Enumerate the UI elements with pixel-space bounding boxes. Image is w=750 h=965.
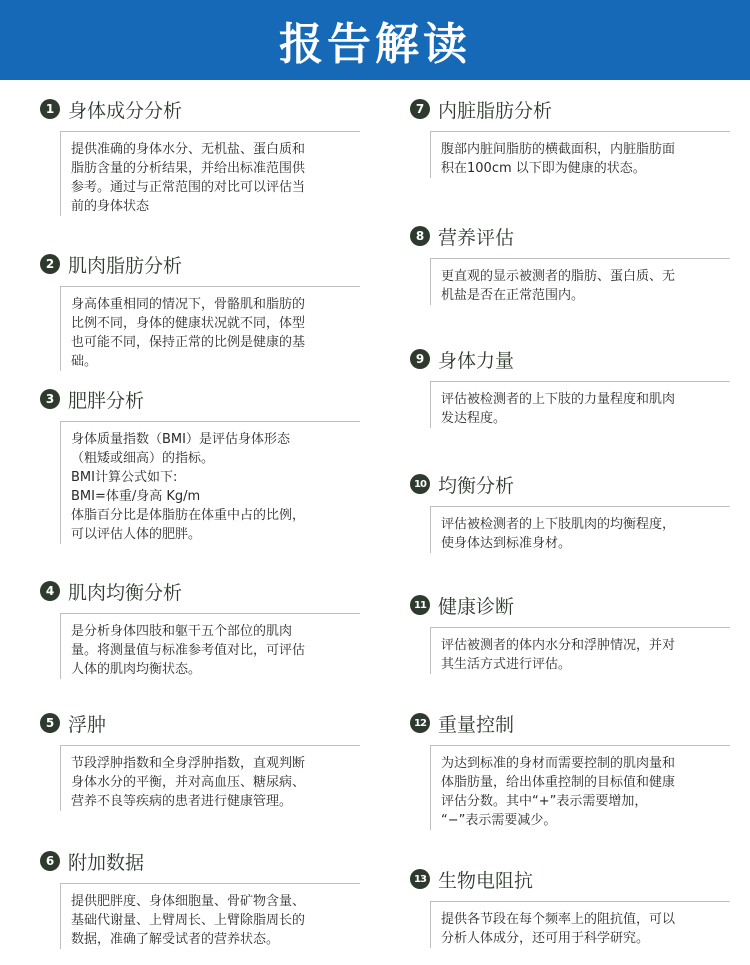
section-obesity [40, 385, 360, 544]
section-nutrition [410, 222, 730, 305]
section-title: 身体力量 [438, 349, 515, 372]
section-title: 生物电阻抗 [438, 869, 534, 892]
section-title: 肌肉脂肪分析 [68, 254, 183, 277]
section-number-badge: 10 [410, 474, 430, 494]
section-number-badge: 9 [410, 349, 430, 369]
section-health-diagnosis [410, 591, 730, 674]
section-body-composition [40, 95, 360, 216]
section-title: 营养评估 [438, 226, 515, 249]
section-number-badge: 13 [410, 869, 430, 889]
section-title: 内脏脂肪分析 [438, 99, 553, 122]
section-number-badge: 2 [40, 254, 60, 274]
section-weight-control [410, 709, 730, 830]
section-muscle-fat [40, 250, 360, 371]
section-description: 更直观的显示被测者的脂肪、蛋白质、无 机盐是否在正常范围内。 [430, 258, 730, 305]
section-description: 评估被检测者的上下肢的力量程度和肌肉 发达程度。 [430, 381, 730, 428]
section-number-badge: 8 [410, 226, 430, 246]
section-number-badge: 4 [40, 581, 60, 601]
section-title: 重量控制 [438, 713, 515, 736]
section-title: 健康诊断 [438, 595, 515, 618]
section-title: 均衡分析 [438, 474, 515, 497]
section-description: 提供各节段在每个频率上的阻抗值，可以 分析人体成分，还可用于科学研究。 [430, 901, 730, 948]
section-number-badge: 6 [40, 851, 60, 871]
section-description: 提供肥胖度、身体细胞量、骨矿物含量、 基础代谢量、上臂周长、上臂除脂周长的 数据，准确了解受试者的营养状态。 [60, 883, 360, 949]
section-balance [410, 470, 730, 553]
section-number-badge: 1 [40, 99, 60, 119]
page-title: 报告解读 [279, 19, 471, 70]
section-title: 身体成分分析 [68, 99, 183, 122]
section-visceral-fat [410, 95, 730, 178]
section-muscle-balance [40, 577, 360, 679]
section-edema [40, 709, 360, 811]
section-body-strength [410, 345, 730, 428]
section-title: 附加数据 [68, 851, 145, 874]
header-banner [0, 0, 750, 80]
section-description: 提供准确的身体水分、无机盐、蛋白质和 脂肪含量的分析结果，并给出标准范围供 参考。通过与正常范围的对比可以评估当 前的身体状态 [60, 131, 360, 216]
section-number-badge: 11 [410, 595, 430, 615]
section-number-badge: 12 [410, 713, 430, 733]
section-description: 身体质量指数（BMI）是评估身体形态 （粗矮或细高）的指标。 BMI计算公式如下: BMI=体重/身高 Kg/m 体脂百分比是体脂肪在体重中占的比例， 可以评估人体的肥胖。 [60, 421, 360, 544]
section-description: 评估被检测者的上下肢肌肉的均衡程度， 使身体达到标准身材。 [430, 506, 730, 553]
section-title: 肥胖分析 [68, 389, 145, 412]
section-description: 为达到标准的身材而需要控制的肌肉量和 体脂肪量，给出体重控制的目标值和健康 评估分数。其中“+”表示需要增加， “−”表示需要减少。 [430, 745, 730, 830]
section-description: 是分析身体四肢和躯干五个部位的肌肉 量。将测量值与标准参考值对比，可评估 人体的肌肉均衡状态。 [60, 613, 360, 679]
section-description: 身高体重相同的情况下，骨骼肌和脂肪的 比例不同，身体的健康状况就不同，体型 也可能不同，保持正常的比例是健康的基 础。 [60, 286, 360, 371]
section-number-badge: 7 [410, 99, 430, 119]
section-number-badge: 3 [40, 389, 60, 409]
section-number-badge: 5 [40, 713, 60, 733]
section-title: 肌肉均衡分析 [68, 581, 183, 604]
section-description: 节段浮肿指数和全身浮肿指数，直观判断 身体水分的平衡，并对高血压、糖尿病、 营养不良等疾病的患者进行健康管理。 [60, 745, 360, 811]
section-bioimpedance [410, 865, 730, 948]
section-description: 腹部内脏间脂肪的横截面积，内脏脂肪面 积在100cm 以下即为健康的状态。 [430, 131, 730, 178]
section-description: 评估被测者的体内水分和浮肿情况，并对 其生活方式进行评估。 [430, 627, 730, 674]
section-additional-data [40, 847, 360, 949]
section-title: 浮肿 [68, 713, 107, 736]
